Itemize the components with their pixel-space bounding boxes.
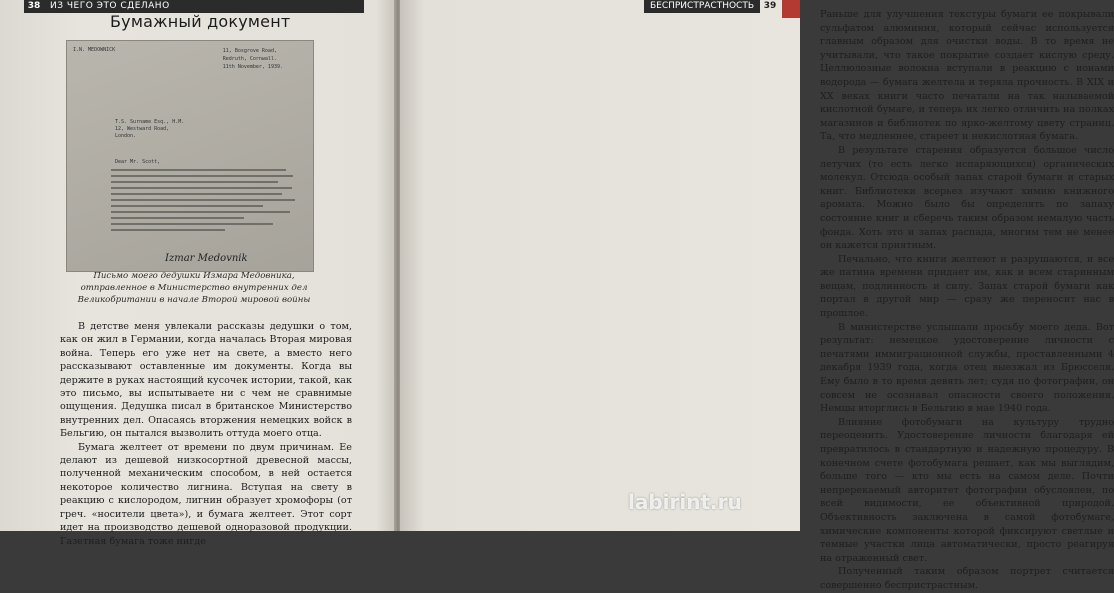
letter-recipient: T.S. Surname Esq., H.M. 12, Westward Road, London. <box>115 119 185 139</box>
right-running-header <box>556 0 780 13</box>
watermark-logo: labirint.ru <box>628 490 742 514</box>
chapter-tab-marker <box>782 0 800 18</box>
paragraph: В министерстве услышали просьбу моего деда. Вот результат: немецкое удостоверение личности с печатями иммиграционной службы, проставленными 4 декабря 1939 года, когда отец выезжал из Брюсселя. Ему было в то время девять лет; судя по фотографии, он совсем не осознавал опасности своего положения. Немцы вторглись в Бельгию в мае 1940 года. <box>820 321 1114 415</box>
paragraph: Печально, что книги желтеют и разрушаются, и все же патина времени придает им, как и всем старинным вещам, подлинность и силу. Запах старой бумаги как портал в другой мир — сразу же переносит нас в прошлое. <box>820 253 1114 320</box>
left-page <box>0 0 396 547</box>
letter-header: I.N. MEDOWNICK <box>73 47 116 53</box>
letter-salutation: Dear Mr. Scott, <box>115 159 161 165</box>
paragraph: Бумага желтеет от времени по двум причинам. Ее делают из дешевой низкосортной древесной массы, полученной механическим способом, в ней остается некоторое количество лигнина. Вступая на свету в реакцию с кислородом, лигнин образует хромофоры (от греч. «носители цвета»), и бумага желтеет. Этот сорт идет на производство дешевой одноразовой продукции. Газетная бумага тоже нигде <box>60 441 352 547</box>
paragraph: Полученный таким образом портрет считается совершенно беспристрастным. <box>820 566 1114 591</box>
right-section-name: БЕСПРИСТРАСТНОСТЬ <box>644 0 760 13</box>
paragraph: В детстве меня увлекали рассказы дедушки о том, как он жил в Германии, когда началась Вторая мировая война. Теперь его уже нет на свете, а вместо него рассказывают оставленные им документы. Когда вы держите в руках настоящий кусочек истории, такой, как это письмо, вы испытываете ни с чем не сравнимые ощущения. Дедушка писал в британское Министерство внутренних дел. Опасаясь вторжения немецких войск в Бельгию, он пытался вызволить оттуда моего отца. <box>60 321 352 440</box>
right-body-text <box>820 8 1114 593</box>
left-page-number: 38 <box>27 1 41 11</box>
left-section-name: ИЗ ЧЕГО ЭТО СДЕЛАНО <box>50 1 170 11</box>
paragraph: Влияние фотобумаги на культуру трудно переоценить. Удостоверение личности благодаря ей превратилось в стандартную и надежную процедуру. В конечном счете фотобумага решает, как мы выглядим, больше того — кто мы есть на самом деле. Почти непререкаемый авторитет фотографии обусловлен, по всей видимости, ее объективной природой. Объективность заключена в самой фотобумаге, химические компоненты которой фиксируют светлые и темные участки лица автоматически, просто реагируя на отраженный свет. <box>820 416 1114 564</box>
letter-address: 11, Bosgrove Road, Redruth, Cornwall. 11th November, 1939. <box>222 48 283 70</box>
paragraph: В результате старения образуется большое число летучих (то есть легко испаряющихся) органических молекул. Отсюда особый запах старой бумаги и старых книг. Библиотеки всерьез изучают химию книжного аромата. Можно было бы определять по запаху состояние книг и сберечь таким образом немалую часть фонда. Хоть это и запах распада, многим тем не менее он кажется приятным. <box>820 144 1114 252</box>
left-body-text <box>60 320 352 548</box>
letter-photo <box>66 40 314 272</box>
right-page-number: 39 <box>763 1 777 11</box>
letter-signature: Izmar Medovnik <box>165 253 248 264</box>
paragraph: Раньше для улучшения текстуры бумаги ее покрывали сульфатом алюминия, который сейчас используется главным образом для очистки воды. В то время не учитывали, что такое покрытие создает кислую среду. Целлюлозные волокна вступали в реакцию с ионами водорода — бумага желтела и теряла прочность. В XIX и XX веках книги часто печатали на так называемой кислотной бумаге, и теперь их легко отличить на полках магазинов и библиотек по ярко-желтому цвету страниц. Та, что медленнее, стареет и некислотная бумага. <box>820 9 1114 143</box>
section-title: Бумажный документ <box>110 12 291 31</box>
right-page <box>400 0 1114 591</box>
letter-typed-lines <box>111 169 301 235</box>
figure-caption: Письмо моего дедушки Измара Медовника, отправленное в Министерство внутренних дел Великобритании в начале Второй мировой войны <box>77 271 311 305</box>
